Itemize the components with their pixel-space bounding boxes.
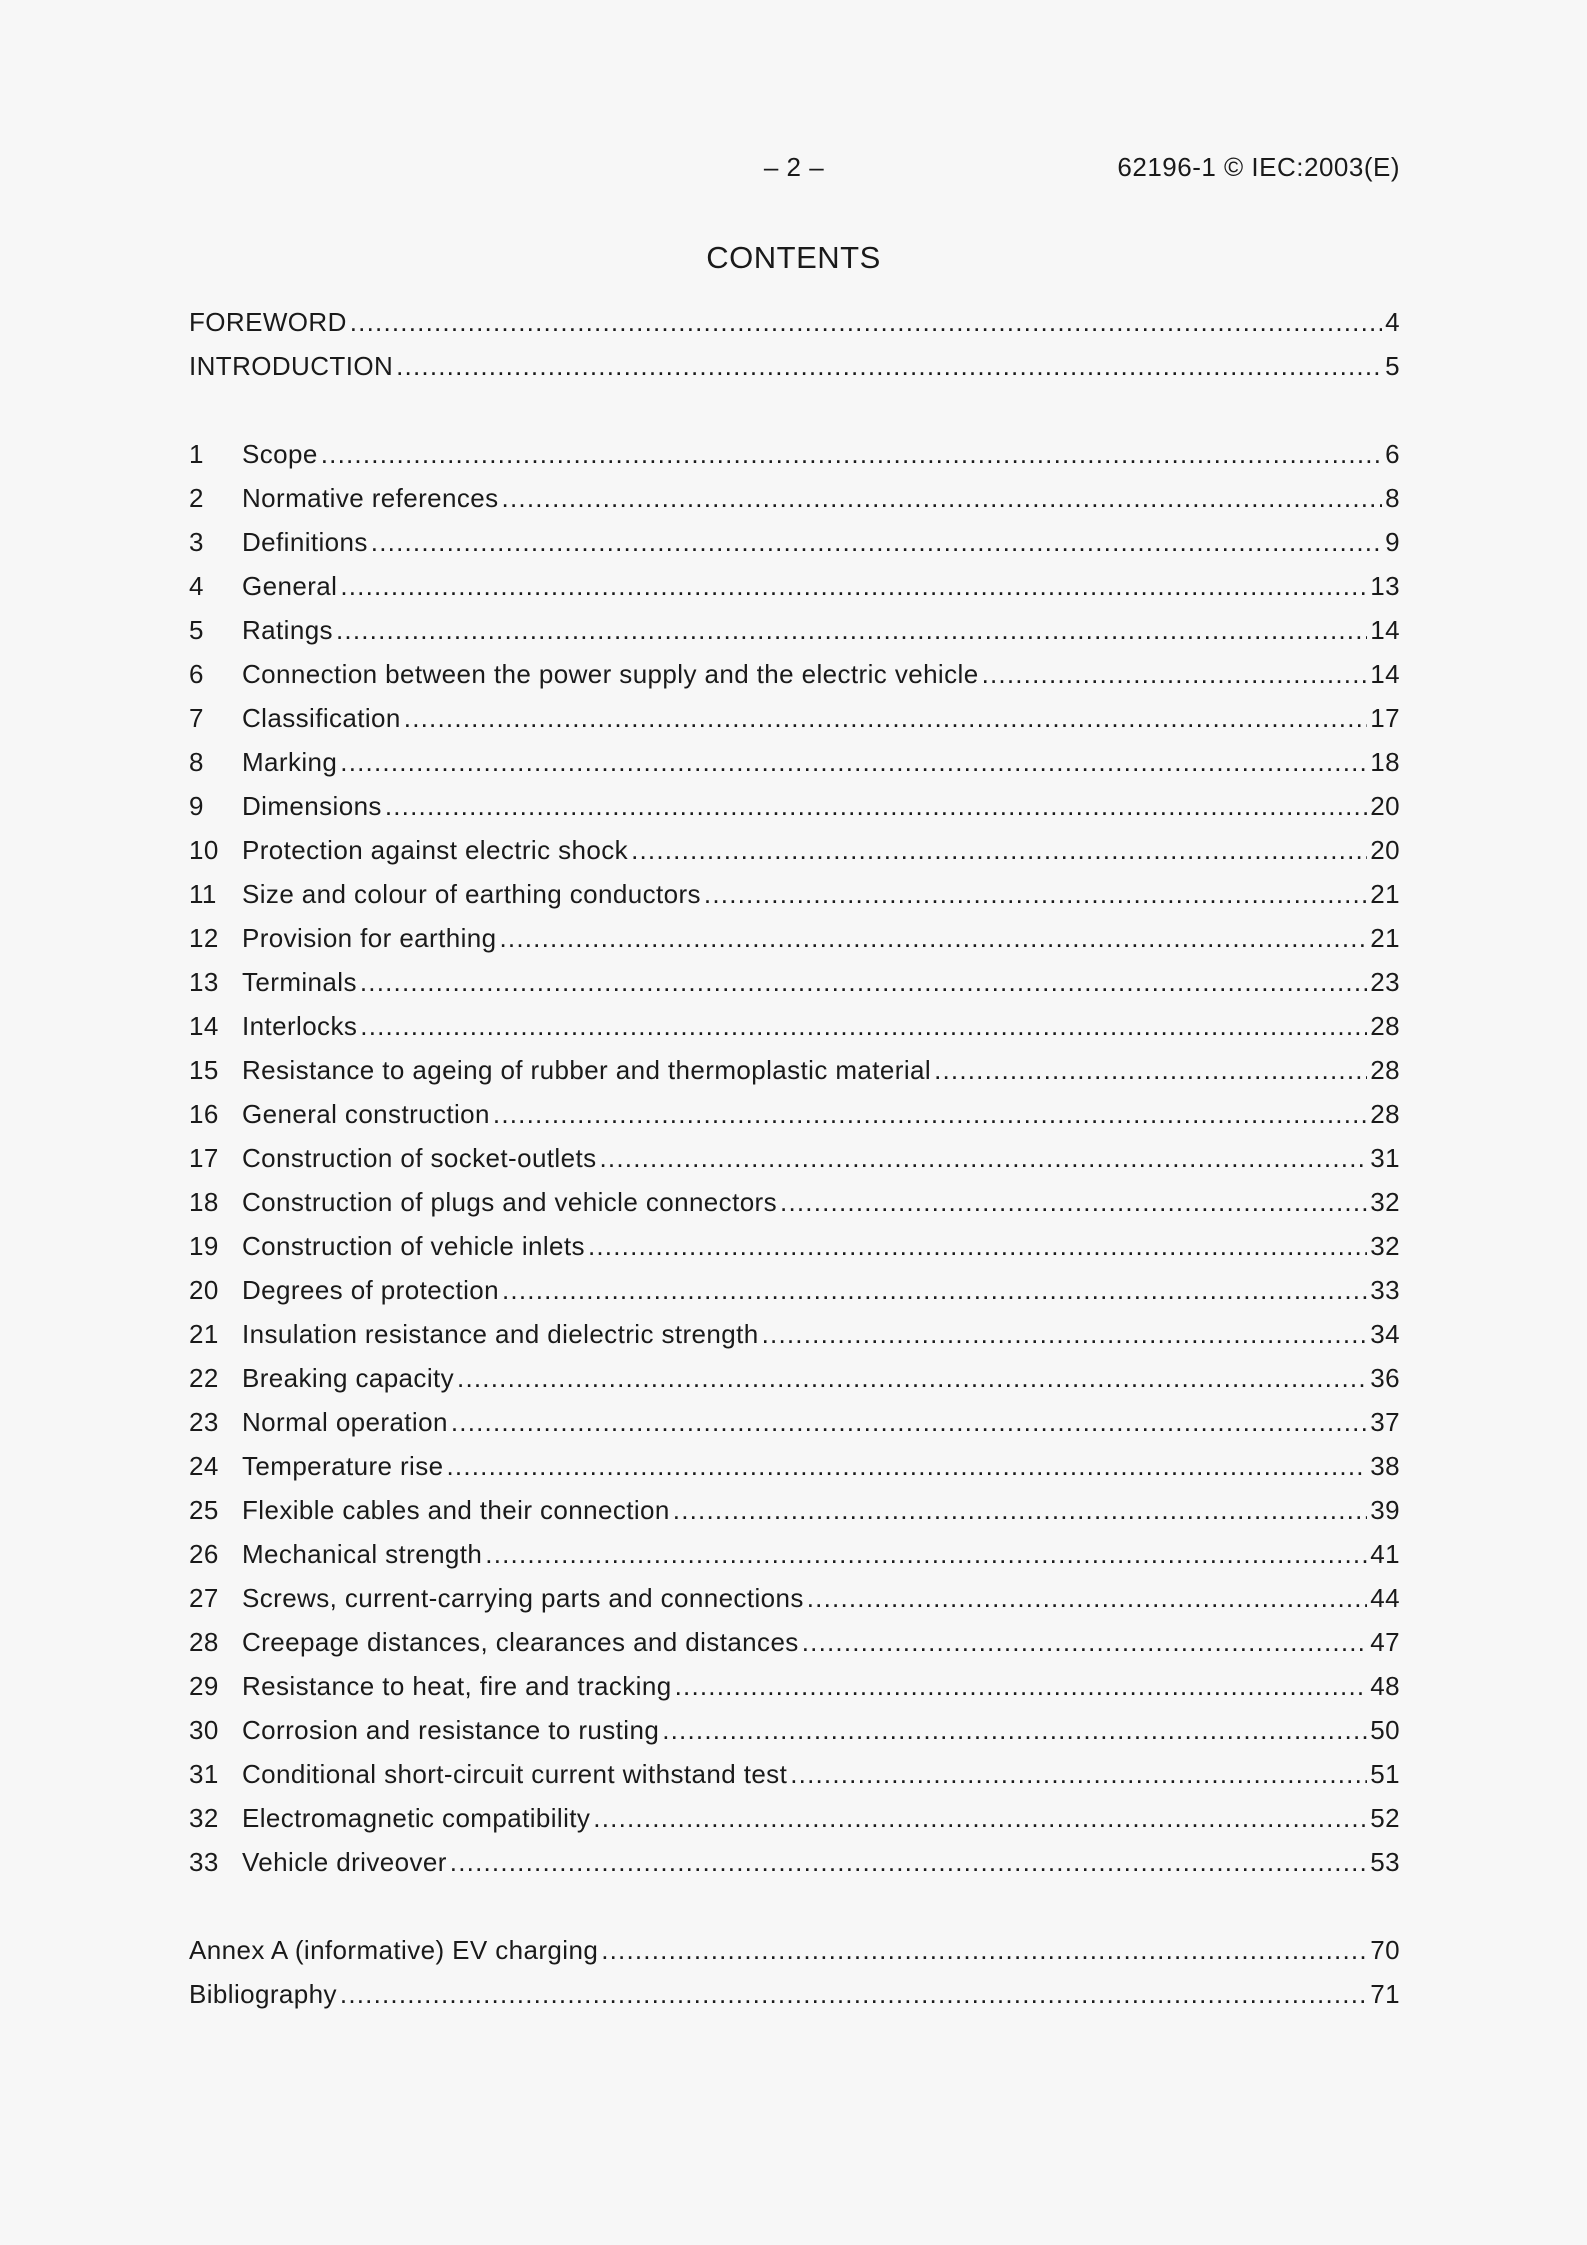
toc-entry-page: 13 bbox=[1370, 571, 1400, 601]
toc-dot-leader bbox=[675, 1664, 1368, 1708]
toc-entry-page: 71 bbox=[1370, 1979, 1400, 2009]
toc-dot-leader bbox=[404, 696, 1367, 740]
toc-entry-page: 17 bbox=[1370, 703, 1400, 733]
toc-dot-leader bbox=[982, 652, 1368, 696]
toc-entry-number: 10 bbox=[189, 835, 219, 865]
toc-entry-page: 32 bbox=[1370, 1187, 1400, 1217]
toc-entry-number: 20 bbox=[189, 1275, 219, 1305]
toc-entry[interactable] bbox=[189, 1092, 1400, 1136]
toc-entry[interactable] bbox=[189, 1576, 1400, 1620]
toc-entry-number: 27 bbox=[189, 1583, 219, 1613]
toc-entry-title: General bbox=[242, 571, 338, 601]
toc-entry-number: 12 bbox=[189, 923, 219, 953]
toc-dot-leader bbox=[340, 1972, 1367, 2016]
toc-entry-title: FOREWORD bbox=[189, 307, 347, 337]
toc-entry[interactable] bbox=[189, 300, 1400, 344]
toc-dot-leader bbox=[588, 1224, 1367, 1268]
toc-entry-page: 51 bbox=[1370, 1759, 1400, 1789]
toc-entry-title: Insulation resistance and dielectric strength bbox=[242, 1319, 759, 1349]
toc-dot-leader bbox=[673, 1488, 1368, 1532]
toc-entry-page: 32 bbox=[1370, 1231, 1400, 1261]
toc-dot-leader bbox=[593, 1796, 1367, 1840]
toc-entry[interactable] bbox=[189, 344, 1400, 388]
toc-entry-page: 47 bbox=[1370, 1627, 1400, 1657]
toc-entry-number: 17 bbox=[189, 1143, 219, 1173]
toc-entry-title: Electromagnetic compatibility bbox=[242, 1803, 591, 1833]
toc-entry[interactable] bbox=[189, 1180, 1400, 1224]
toc-entry[interactable] bbox=[189, 1004, 1400, 1048]
toc-entry[interactable] bbox=[189, 1136, 1400, 1180]
toc-entry-title: Construction of vehicle inlets bbox=[242, 1231, 585, 1261]
toc-entry-page: 21 bbox=[1370, 923, 1400, 953]
toc-entry-number: 16 bbox=[189, 1099, 219, 1129]
toc-entry-number: 28 bbox=[189, 1627, 219, 1657]
toc-entry-number: 13 bbox=[189, 967, 219, 997]
toc-entry-page: 23 bbox=[1370, 967, 1400, 997]
toc-entry-page: 70 bbox=[1370, 1935, 1400, 1965]
toc-dot-leader bbox=[600, 1136, 1368, 1180]
toc-dot-leader bbox=[360, 960, 1367, 1004]
toc-entry[interactable] bbox=[189, 476, 1400, 520]
toc-entry-page: 48 bbox=[1370, 1671, 1400, 1701]
toc-entry-title: Screws, current-carrying parts and connections bbox=[242, 1583, 804, 1613]
toc-entry[interactable] bbox=[189, 520, 1400, 564]
toc-entry-number: 29 bbox=[189, 1671, 219, 1701]
toc-dot-leader bbox=[396, 344, 1382, 388]
toc-entry-number: 9 bbox=[189, 791, 204, 821]
toc-entry[interactable] bbox=[189, 916, 1400, 960]
toc-entry-page: 33 bbox=[1370, 1275, 1400, 1305]
toc-back-matter bbox=[189, 1928, 1400, 2016]
toc-entry[interactable] bbox=[189, 432, 1400, 476]
toc-entry-number: 30 bbox=[189, 1715, 219, 1745]
toc-entry[interactable] bbox=[189, 1312, 1400, 1356]
toc-front-matter bbox=[189, 300, 1400, 388]
toc-entry-page: 41 bbox=[1370, 1539, 1400, 1569]
toc-entry-title: Bibliography bbox=[189, 1979, 337, 2009]
toc-entry-title: Connection between the power supply and the electric vehicle bbox=[242, 659, 979, 689]
toc-dot-leader bbox=[807, 1576, 1368, 1620]
toc-entry[interactable] bbox=[189, 1356, 1400, 1400]
toc-entry-title: Dimensions bbox=[242, 791, 382, 821]
toc-entry-page: 14 bbox=[1370, 659, 1400, 689]
toc-entry-number: 15 bbox=[189, 1055, 219, 1085]
toc-entry-page: 37 bbox=[1370, 1407, 1400, 1437]
toc-entry-page: 53 bbox=[1370, 1847, 1400, 1877]
toc-entry[interactable] bbox=[189, 1840, 1400, 1884]
toc-entry-title: Normal operation bbox=[242, 1407, 448, 1437]
toc-entry-page: 8 bbox=[1385, 483, 1400, 513]
toc-entry-page: 5 bbox=[1385, 351, 1400, 381]
toc-entry-title: Creepage distances, clearances and distances bbox=[242, 1627, 799, 1657]
toc-dot-leader bbox=[340, 564, 1367, 608]
toc-entry-page: 28 bbox=[1370, 1099, 1400, 1129]
toc-entry-title: Construction of socket-outlets bbox=[242, 1143, 597, 1173]
toc-dot-leader bbox=[340, 740, 1367, 784]
toc-entry-title: Corrosion and resistance to rusting bbox=[242, 1715, 660, 1745]
toc-dot-leader bbox=[385, 784, 1367, 828]
toc-clauses bbox=[189, 432, 1400, 1884]
toc-entry[interactable] bbox=[189, 1796, 1400, 1840]
toc-entry-title: Ratings bbox=[242, 615, 333, 645]
toc-dot-leader bbox=[485, 1532, 1367, 1576]
toc-entry-title: Protection against electric shock bbox=[242, 835, 629, 865]
toc-entry[interactable] bbox=[189, 1488, 1400, 1532]
toc-entry-page: 20 bbox=[1370, 791, 1400, 821]
toc-entry[interactable] bbox=[189, 564, 1400, 608]
toc-entry[interactable] bbox=[189, 1664, 1400, 1708]
toc-dot-leader bbox=[350, 300, 1382, 344]
toc-entry-number: 5 bbox=[189, 615, 204, 645]
toc-entry-title: Breaking capacity bbox=[242, 1363, 455, 1393]
toc-entry-title: Resistance to ageing of rubber and thermoplastic material bbox=[242, 1055, 932, 1085]
toc-entry-number: 19 bbox=[189, 1231, 219, 1261]
toc-entry-title: Classification bbox=[242, 703, 401, 733]
toc-entry-page: 39 bbox=[1370, 1495, 1400, 1525]
toc-entry-title: Definitions bbox=[242, 527, 368, 557]
toc-entry[interactable] bbox=[189, 1048, 1400, 1092]
toc-dot-leader bbox=[360, 1004, 1367, 1048]
toc-entry-number: 33 bbox=[189, 1847, 219, 1877]
toc-entry[interactable] bbox=[189, 828, 1400, 872]
toc-dot-leader bbox=[451, 1400, 1367, 1444]
toc-entry-page: 36 bbox=[1370, 1363, 1400, 1393]
toc-dot-leader bbox=[371, 520, 1382, 564]
toc-entry-title: Conditional short-circuit current withstand test bbox=[242, 1759, 788, 1789]
toc-entry-page: 21 bbox=[1370, 879, 1400, 909]
toc-dot-leader bbox=[762, 1312, 1368, 1356]
toc-entry-number: 31 bbox=[189, 1759, 219, 1789]
toc-entry[interactable] bbox=[189, 1620, 1400, 1664]
toc-entry-title: Normative references bbox=[242, 483, 499, 513]
toc-entry[interactable] bbox=[189, 740, 1400, 784]
toc-entry-title: Size and colour of earthing conductors bbox=[242, 879, 701, 909]
toc-entry-number: 6 bbox=[189, 659, 204, 689]
toc-entry-number: 23 bbox=[189, 1407, 219, 1437]
toc-entry-title: Construction of plugs and vehicle connectors bbox=[242, 1187, 778, 1217]
toc-dot-leader bbox=[662, 1708, 1367, 1752]
toc-entry-page: 50 bbox=[1370, 1715, 1400, 1745]
toc-entry-number: 18 bbox=[189, 1187, 219, 1217]
toc-dot-leader bbox=[446, 1444, 1367, 1488]
toc-entry-title: General construction bbox=[242, 1099, 490, 1129]
toc-dot-leader bbox=[450, 1840, 1367, 1884]
toc-entry-title: Flexible cables and their connection bbox=[242, 1495, 670, 1525]
toc-entry-page: 31 bbox=[1370, 1143, 1400, 1173]
toc-entry-number: 11 bbox=[189, 879, 217, 909]
toc-dot-leader bbox=[499, 916, 1367, 960]
toc-entry-title: Mechanical strength bbox=[242, 1539, 483, 1569]
toc-entry[interactable] bbox=[189, 608, 1400, 652]
toc-entry[interactable] bbox=[189, 784, 1400, 828]
toc-dot-leader bbox=[502, 1268, 1367, 1312]
toc-entry-number: 2 bbox=[189, 483, 204, 513]
toc-entry-number: 26 bbox=[189, 1539, 219, 1569]
toc-entry-number: 32 bbox=[189, 1803, 219, 1833]
contents-heading: CONTENTS bbox=[706, 240, 881, 275]
toc-entry-page: 18 bbox=[1370, 747, 1400, 777]
toc-dot-leader bbox=[780, 1180, 1367, 1224]
toc-entry[interactable] bbox=[189, 1268, 1400, 1312]
toc-entry-title: Degrees of protection bbox=[242, 1275, 499, 1305]
toc-entry-number: 3 bbox=[189, 527, 204, 557]
toc-entry[interactable] bbox=[189, 1224, 1400, 1268]
toc-entry-title: Vehicle driveover bbox=[242, 1847, 447, 1877]
toc-entry-page: 6 bbox=[1385, 439, 1400, 469]
toc-dot-leader bbox=[321, 432, 1382, 476]
toc-entry-page: 52 bbox=[1370, 1803, 1400, 1833]
toc-entry[interactable] bbox=[189, 960, 1400, 1004]
toc-dot-leader bbox=[790, 1752, 1367, 1796]
toc-entry-page: 4 bbox=[1385, 307, 1400, 337]
toc-dot-leader bbox=[502, 476, 1383, 520]
page-number: – 2 – bbox=[763, 152, 825, 182]
toc-dot-leader bbox=[457, 1356, 1367, 1400]
toc-dot-leader bbox=[493, 1092, 1367, 1136]
toc-entry-page: 34 bbox=[1370, 1319, 1400, 1349]
toc-entry-number: 25 bbox=[189, 1495, 219, 1525]
toc-entry-title: Resistance to heat, fire and tracking bbox=[242, 1671, 672, 1701]
toc-entry[interactable] bbox=[189, 1928, 1400, 1972]
toc-dot-leader bbox=[336, 608, 1367, 652]
toc-entry-title: Interlocks bbox=[242, 1011, 358, 1041]
toc-entry[interactable] bbox=[189, 652, 1400, 696]
toc-entry-number: 22 bbox=[189, 1363, 219, 1393]
toc-entry-page: 28 bbox=[1370, 1055, 1400, 1085]
toc-entry-number: 24 bbox=[189, 1451, 219, 1481]
toc-dot-leader bbox=[802, 1620, 1368, 1664]
toc-entry-number: 21 bbox=[189, 1319, 219, 1349]
toc-entry-page: 44 bbox=[1370, 1583, 1400, 1613]
toc-entry-title: Terminals bbox=[242, 967, 357, 997]
toc-dot-leader bbox=[631, 828, 1367, 872]
toc-entry[interactable] bbox=[189, 696, 1400, 740]
toc-entry-number: 8 bbox=[189, 747, 204, 777]
toc-entry-number: 4 bbox=[189, 571, 204, 601]
toc-entry-title: Provision for earthing bbox=[242, 923, 497, 953]
toc-entry-number: 14 bbox=[189, 1011, 219, 1041]
toc-entry-title: Temperature rise bbox=[242, 1451, 444, 1481]
toc-entry-title: Scope bbox=[242, 439, 318, 469]
toc-entry-title: INTRODUCTION bbox=[189, 351, 394, 381]
toc-entry-page: 14 bbox=[1370, 615, 1400, 645]
toc-entry-number: 1 bbox=[189, 439, 204, 469]
toc-entry[interactable] bbox=[189, 1444, 1400, 1488]
toc-entry-page: 20 bbox=[1370, 835, 1400, 865]
toc-dot-leader bbox=[601, 1928, 1367, 1972]
toc-entry[interactable] bbox=[189, 1532, 1400, 1576]
toc-entry-title: Marking bbox=[242, 747, 338, 777]
toc-dot-leader bbox=[934, 1048, 1367, 1092]
toc-entry-page: 28 bbox=[1370, 1011, 1400, 1041]
toc-entry[interactable] bbox=[189, 872, 1400, 916]
toc-entry-page: 38 bbox=[1370, 1451, 1400, 1481]
toc-entry[interactable] bbox=[189, 1752, 1400, 1796]
document-reference: 62196-1 © IEC:2003(E) bbox=[1117, 152, 1400, 182]
toc-entry[interactable] bbox=[189, 1400, 1400, 1444]
toc-entry[interactable] bbox=[189, 1708, 1400, 1752]
toc-entry[interactable] bbox=[189, 1972, 1400, 2016]
toc-entry-number: 7 bbox=[189, 703, 204, 733]
toc-entry-title: Annex A (informative) EV charging bbox=[189, 1935, 599, 1965]
toc-dot-leader bbox=[704, 872, 1367, 916]
toc-entry-page: 9 bbox=[1385, 527, 1400, 557]
